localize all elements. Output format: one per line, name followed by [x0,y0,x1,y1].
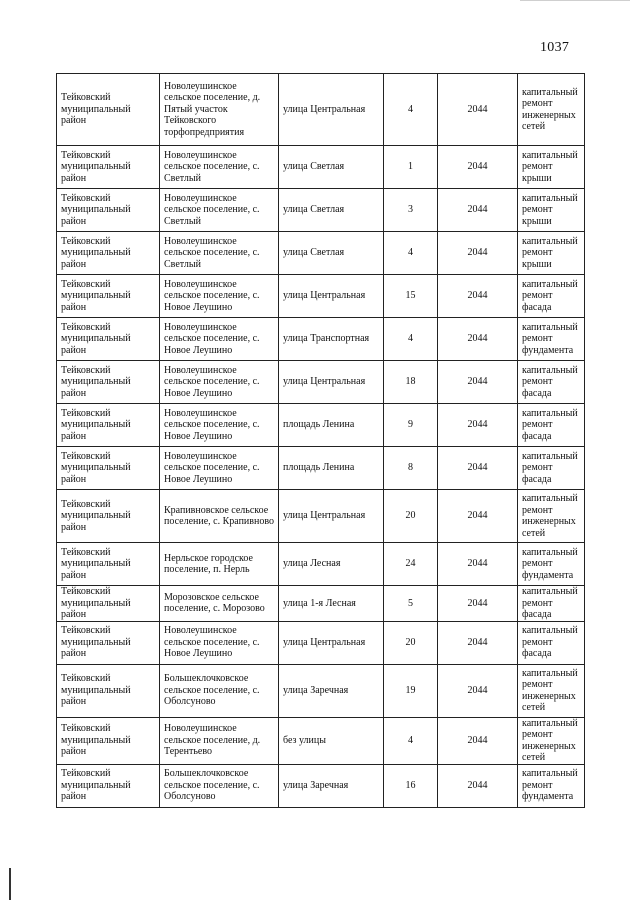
house-number-cell: 16 [384,764,438,807]
scan-top-edge [520,0,630,5]
house-number-cell: 9 [384,404,438,447]
table-row [57,146,585,189]
district-cell: Тейковский муниципальный район [57,447,160,490]
district-cell: Тейковский муниципальный район [57,490,160,543]
work-type-cell: капитальный ремонт фасада [518,361,585,404]
year-cell: 2044 [438,764,518,807]
year-cell: 2044 [438,275,518,318]
settlement-cell: Новолеушинское сельское поселение, с. Светлый [160,146,279,189]
settlement-cell: Нерльское городское поселение, п. Нерль [160,543,279,586]
work-type-cell: капитальный ремонт фасада [518,621,585,664]
year-cell: 2044 [438,664,518,717]
year-cell: 2044 [438,717,518,764]
year-cell: 2044 [438,404,518,447]
year-cell: 2044 [438,146,518,189]
street-cell: улица Центральная [279,621,384,664]
table-body [57,74,585,808]
work-type-cell: капитальный ремонт инженерных сетей [518,490,585,543]
year-cell: 2044 [438,232,518,275]
work-type-cell: капитальный ремонт крыши [518,146,585,189]
year-cell: 2044 [438,361,518,404]
year-cell: 2044 [438,586,518,622]
settlement-cell: Новолеушинское сельское поселение, д. Терентьево [160,717,279,764]
housing-repair-table [56,73,585,808]
settlement-cell: Морозовское сельское поселение, с. Морозово [160,586,279,622]
street-cell: улица 1-я Лесная [279,586,384,622]
house-number-cell: 19 [384,664,438,717]
table-row [57,404,585,447]
table-row [57,189,585,232]
house-number-cell: 5 [384,586,438,622]
street-cell: улица Светлая [279,232,384,275]
district-cell: Тейковский муниципальный район [57,717,160,764]
street-cell: улица Центральная [279,275,384,318]
street-cell: улица Центральная [279,361,384,404]
table-row [57,447,585,490]
year-cell: 2044 [438,318,518,361]
work-type-cell: капитальный ремонт крыши [518,189,585,232]
year-cell: 2044 [438,189,518,232]
street-cell: площадь Ленина [279,447,384,490]
house-number-cell: 20 [384,621,438,664]
house-number-cell: 1 [384,146,438,189]
settlement-cell: Новолеушинское сельское поселение, с. Новое Леушино [160,447,279,490]
street-cell: улица Светлая [279,189,384,232]
table-row [57,621,585,664]
district-cell: Тейковский муниципальный район [57,74,160,146]
house-number-cell: 18 [384,361,438,404]
settlement-cell: Большеклочковское сельское поселение, с. Оболсуново [160,664,279,717]
work-type-cell: капитальный ремонт фундамента [518,543,585,586]
district-cell: Тейковский муниципальный район [57,586,160,622]
table-row [57,543,585,586]
work-type-cell: капитальный ремонт фасада [518,275,585,318]
district-cell: Тейковский муниципальный район [57,318,160,361]
work-type-cell: капитальный ремонт фасада [518,404,585,447]
street-cell: без улицы [279,717,384,764]
district-cell: Тейковский муниципальный район [57,189,160,232]
house-number-cell: 4 [384,74,438,146]
district-cell: Тейковский муниципальный район [57,621,160,664]
district-cell: Тейковский муниципальный район [57,404,160,447]
work-type-cell: капитальный ремонт инженерных сетей [518,74,585,146]
house-number-cell: 4 [384,232,438,275]
settlement-cell: Большеклочковское сельское поселение, с. Оболсуново [160,764,279,807]
year-cell: 2044 [438,74,518,146]
settlement-cell: Новолеушинское сельское поселение, с. Новое Леушино [160,318,279,361]
house-number-cell: 3 [384,189,438,232]
house-number-cell: 20 [384,490,438,543]
street-cell: улица Центральная [279,490,384,543]
district-cell: Тейковский муниципальный район [57,664,160,717]
table-row [57,586,585,622]
table-row [57,490,585,543]
settlement-cell: Новолеушинское сельское поселение, с. Новое Леушино [160,275,279,318]
settlement-cell: Крапивновское сельское поселение, с. Крапивново [160,490,279,543]
district-cell: Тейковский муниципальный район [57,146,160,189]
work-type-cell: капитальный ремонт инженерных сетей [518,664,585,717]
work-type-cell: капитальный ремонт крыши [518,232,585,275]
work-type-cell: капитальный ремонт фасада [518,447,585,490]
settlement-cell: Новолеушинское сельское поселение, д. Пятый участок Тейковского торфопредприятия [160,74,279,146]
district-cell: Тейковский муниципальный район [57,275,160,318]
table-row [57,232,585,275]
binding-mark [9,868,11,900]
street-cell: улица Центральная [279,74,384,146]
settlement-cell: Новолеушинское сельское поселение, с. Светлый [160,189,279,232]
work-type-cell: капитальный ремонт инженерных сетей [518,717,585,764]
street-cell: улица Транспортная [279,318,384,361]
district-cell: Тейковский муниципальный район [57,361,160,404]
work-type-cell: капитальный ремонт фасада [518,586,585,622]
settlement-cell: Новолеушинское сельское поселение, с. Светлый [160,232,279,275]
table-row [57,275,585,318]
page-number: 1037 [540,40,570,55]
table-row [57,664,585,717]
house-number-cell: 15 [384,275,438,318]
work-type-cell: капитальный ремонт фундамента [518,318,585,361]
settlement-cell: Новолеушинское сельское поселение, с. Новое Леушино [160,361,279,404]
year-cell: 2044 [438,621,518,664]
house-number-cell: 8 [384,447,438,490]
street-cell: площадь Ленина [279,404,384,447]
settlement-cell: Новолеушинское сельское поселение, с. Новое Леушино [160,621,279,664]
district-cell: Тейковский муниципальный район [57,543,160,586]
table-row [57,74,585,146]
district-cell: Тейковский муниципальный район [57,232,160,275]
table-row [57,717,585,764]
house-number-cell: 4 [384,318,438,361]
table-row [57,361,585,404]
table-row [57,318,585,361]
table-row [57,764,585,807]
year-cell: 2044 [438,490,518,543]
street-cell: улица Светлая [279,146,384,189]
work-type-cell: капитальный ремонт фундамента [518,764,585,807]
house-number-cell: 4 [384,717,438,764]
street-cell: улица Лесная [279,543,384,586]
street-cell: улица Заречная [279,664,384,717]
street-cell: улица Заречная [279,764,384,807]
year-cell: 2044 [438,447,518,490]
house-number-cell: 24 [384,543,438,586]
settlement-cell: Новолеушинское сельское поселение, с. Новое Леушино [160,404,279,447]
year-cell: 2044 [438,543,518,586]
district-cell: Тейковский муниципальный район [57,764,160,807]
